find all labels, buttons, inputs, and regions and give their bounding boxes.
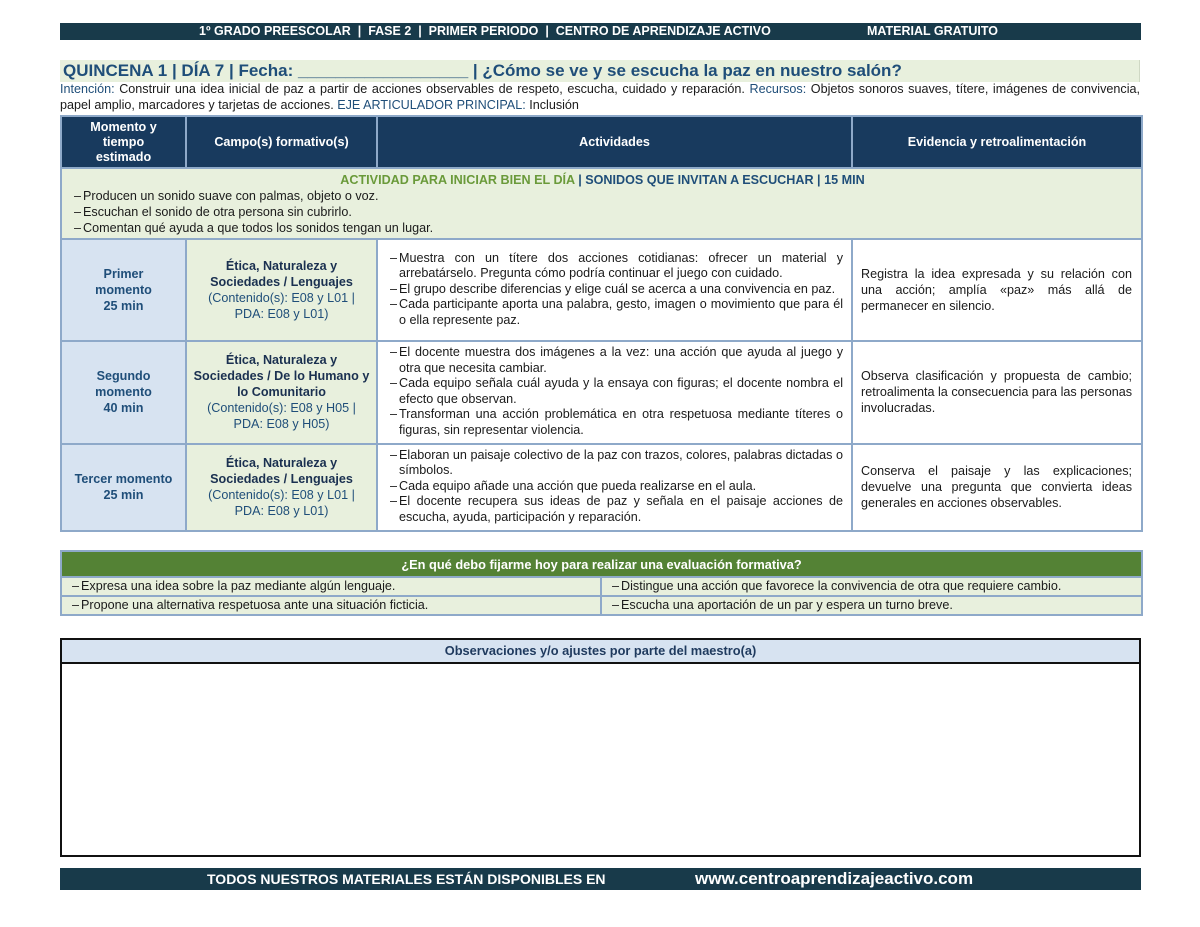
footer-text: TODOS NUESTROS MATERIALES ESTÁN DISPONIBLES EN xyxy=(207,871,606,887)
actividades-cell xyxy=(377,239,852,341)
momento-name: Segundo momento xyxy=(95,369,152,400)
evaluation-item xyxy=(601,577,1142,596)
intencion-label: Intención: xyxy=(60,82,115,96)
momento-cell xyxy=(61,239,186,341)
list-item: – Producen un sonido suave con palmas, objeto o voz. xyxy=(74,188,1131,204)
start-activity-label: ACTIVIDAD PARA INICIAR BIEN EL DÍA xyxy=(340,173,575,187)
header-free-material: MATERIAL GRATUITO xyxy=(867,24,999,38)
planning-table xyxy=(60,115,1143,532)
observations-box xyxy=(60,638,1141,857)
footer-url-link[interactable]: www.centroaprendizajeactivo.com xyxy=(695,869,974,888)
intro-paragraph xyxy=(60,81,1140,113)
list-item: – Escuchan el sonido de otra persona sin cubrirlo. xyxy=(74,204,1131,220)
intencion-text: Construir una idea inicial de paz a partir de acciones observables de respeto, escucha, cuidado y reparación. xyxy=(114,82,750,96)
campo-cell xyxy=(186,239,377,341)
list-item: – Escucha una aportación de un par y espera un turno breve. xyxy=(612,597,1141,614)
list-item: – Muestra con un títere dos acciones cotidianas: ofrecer un material y arrebatárselo. Pregunta cómo podría continuar el juego con cuidado. xyxy=(390,251,843,282)
actividades-cell xyxy=(377,341,852,444)
momento-name: Tercer momento xyxy=(74,472,173,487)
campo-cell xyxy=(186,341,377,444)
evidencia-cell: Observa clasificación y propuesta de cambio; retroalimenta la consecuencia para las personas involucradas. xyxy=(852,341,1142,444)
list-item: – Distingue una acción que favorece la convivencia de otra que requiere cambio. xyxy=(612,578,1141,595)
campo-formativo: Ética, Naturaleza y Sociedades / De lo Humano y lo Comunitario xyxy=(193,353,370,400)
header-bar xyxy=(60,23,1141,40)
list-item: – Elaboran un paisaje colectivo de la paz con trazos, colores, palabras dictadas o símbolos. xyxy=(390,448,843,479)
campo-formativo: Ética, Naturaleza y Sociedades / Lenguajes xyxy=(210,259,353,289)
list-item: – Comentan qué ayuda a que todos los sonidos tengan un lugar. xyxy=(74,220,1131,236)
evaluation-item xyxy=(601,596,1142,615)
footer-bar xyxy=(60,868,1141,890)
list-item: – El docente muestra dos imágenes a la vez: una acción que ayuda al juego y otra que necesita cambiar. xyxy=(390,345,843,376)
campo-contenido: (Contenido(s): E08 y L01 | PDA: E08 y L01) xyxy=(208,488,355,519)
momento-time: 25 min xyxy=(103,299,144,313)
observations-writing-area xyxy=(62,664,1139,854)
header-campo: Campo(s) formativo(s) xyxy=(186,116,377,168)
momento-name: Primer momento xyxy=(95,267,152,297)
table-row xyxy=(61,341,1142,444)
campo-contenido: (Contenido(s): E08 y H05 | PDA: E08 y H05) xyxy=(207,401,356,432)
table-row xyxy=(61,577,1142,596)
page-title: QUINCENA 1 | DÍA 7 | Fecha: __________________ | ¿Cómo se ve y se escucha la paz en nuestro salón? xyxy=(63,61,902,80)
list-item: – Propone una alternativa respetuosa ante una situación ficticia. xyxy=(72,597,600,614)
list-item: – Cada equipo añade una acción que pueda realizarse en el aula. xyxy=(390,479,843,495)
evidencia-cell: Registra la idea expresada y su relación con una acción; amplía «paz» más allá de permanecer en silencio. xyxy=(852,239,1142,341)
campo-cell xyxy=(186,444,377,531)
table-row xyxy=(61,239,1142,341)
table-row xyxy=(61,444,1142,531)
momento-cell xyxy=(61,444,186,531)
header-momento: Momento y tiempo estimado xyxy=(61,116,186,168)
momento-cell xyxy=(61,341,186,444)
evaluation-item xyxy=(61,596,601,615)
start-activity-heading xyxy=(74,172,1131,188)
evidencia-cell: Conserva el paisaje y las explicaciones; devuelve una pregunta que convierta ideas generales en acciones observables. xyxy=(852,444,1142,531)
header-evidencia: Evidencia y retroalimentación xyxy=(852,116,1142,168)
table-row xyxy=(61,596,1142,615)
start-activity-title: | SONIDOS QUE INVITAN A ESCUCHAR | 15 MIN xyxy=(574,173,865,187)
eje-label: EJE ARTICULADOR PRINCIPAL: xyxy=(337,98,526,112)
list-item: – Cada participante aporta una palabra, gesto, imagen o movimiento que para él o ella represente paz. xyxy=(390,297,843,328)
evaluation-item xyxy=(61,577,601,596)
page-title-bar xyxy=(60,60,1140,82)
list-item: – Transforman una acción problemática en otra respetuosa mediante títeres o figuras, sin representar violencia. xyxy=(390,407,843,438)
observations-title: Observaciones y/o ajustes por parte del maestro(a) xyxy=(62,640,1139,664)
start-activity-cell xyxy=(61,168,1142,239)
list-item: – El docente recupera sus ideas de paz y señala en el paisaje acciones de escucha, ayuda, participación y reparación. xyxy=(390,494,843,525)
eje-text: Inclusión xyxy=(525,98,579,112)
recursos-label: Recursos: xyxy=(749,82,807,96)
campo-contenido: (Contenido(s): E08 y L01 | PDA: E08 y L01) xyxy=(208,291,355,321)
recursos-text: Objetos sonoros suaves, títere, imágenes de convivencia, papel amplio, marcadores y tarjetas de acciones. xyxy=(60,82,1141,112)
list-item: – El grupo describe diferencias y elige cuál se acerca a una convivencia en paz. xyxy=(390,282,843,298)
evaluation-table xyxy=(60,550,1143,616)
list-item: – Cada equipo señala cuál ayuda y la ensaya con figuras; el docente nombra el efecto que observan. xyxy=(390,376,843,407)
momento-time: 40 min xyxy=(103,401,144,416)
actividades-cell xyxy=(377,444,852,531)
list-item: – Expresa una idea sobre la paz mediante algún lenguaje. xyxy=(72,578,600,595)
evaluation-title: ¿En qué debo fijarme hoy para realizar una evaluación formativa? xyxy=(61,551,1142,577)
header-grade-info: 1º GRADO PREESCOLAR | FASE 2 | PRIMER PERIODO | CENTRO DE APRENDIZAJE ACTIVO xyxy=(199,24,771,38)
momento-time: 25 min xyxy=(103,488,144,503)
header-actividades: Actividades xyxy=(377,116,852,168)
campo-formativo: Ética, Naturaleza y Sociedades / Lenguajes xyxy=(210,456,353,487)
